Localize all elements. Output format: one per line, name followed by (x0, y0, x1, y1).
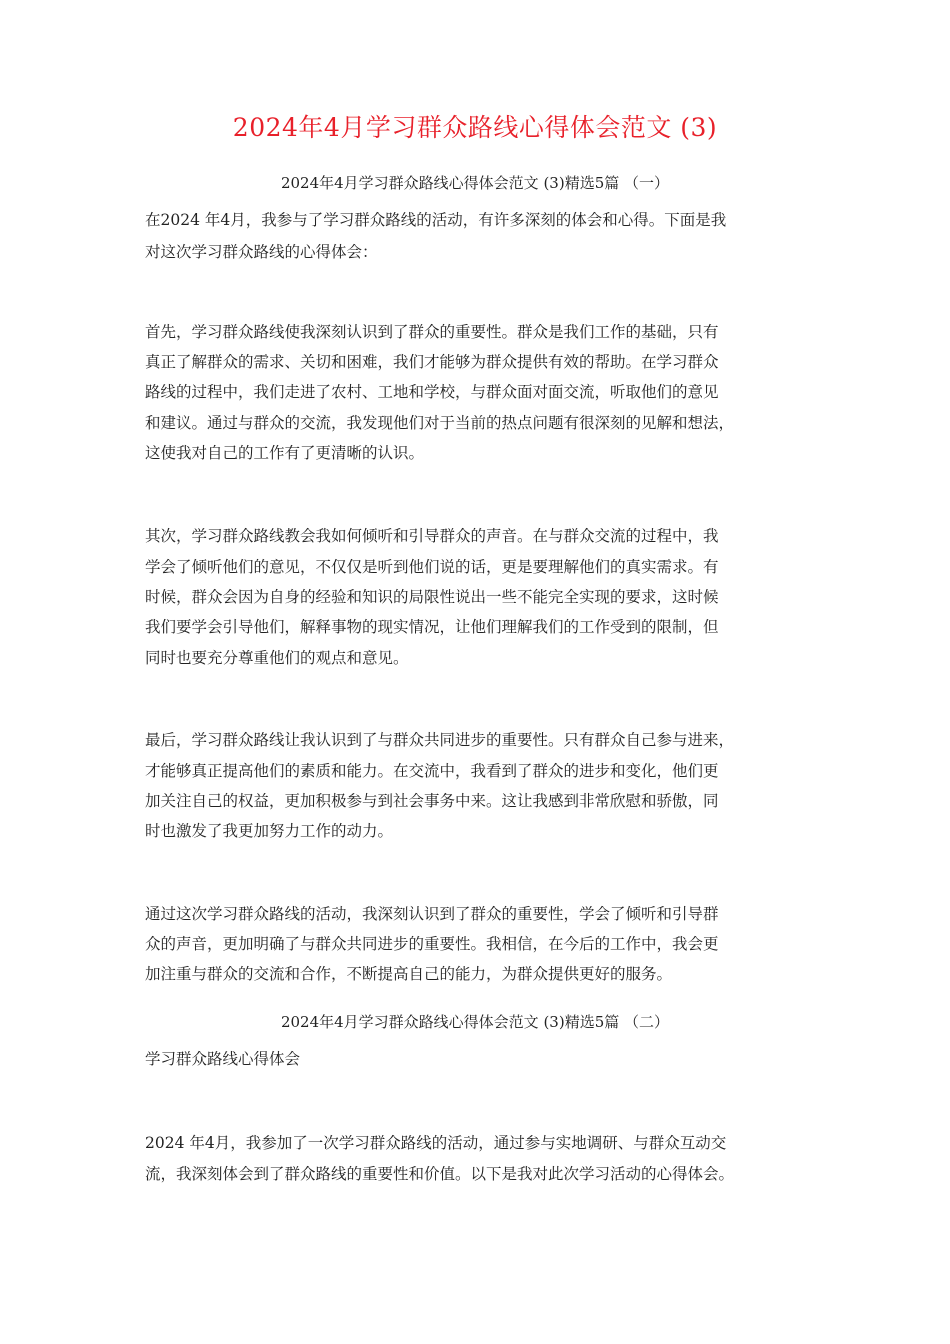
document-title: 2024年4月学习群众路线心得体会范文 (3) (232, 113, 718, 142)
para2-line-1: 其次，学习群众路线教会我如何倾听和引导群众的声音。在与群众交流的过程中，我 (145, 527, 719, 545)
intro-line-2: 对这次学习群众路线的心得体会： (145, 243, 378, 261)
para4-line-1: 通过这次学习群众路线的活动，我深刻认识到了群众的重要性，学会了倾听和引导群 (145, 905, 719, 923)
para2-line-5: 同时也要充分尊重他们的观点和意见。 (145, 649, 409, 667)
para2-line-2: 学会了倾听他们的意见，不仅仅是听到他们说的话，更是要理解他们的真实需求。有 (145, 558, 719, 576)
para5-line-2: 流，我深刻体会到了群众路线的重要性和价值。以下是我对此次学习活动的心得体会。 (145, 1165, 735, 1183)
section-1-heading: 2024年4月学习群众路线心得体会范文 (3)精选5篇 （一） (280, 174, 670, 192)
para1-line-3: 路线的过程中，我们走进了农村、工地和学校，与群众面对面交流，听取他们的意见 (145, 383, 719, 401)
para1-line-2: 真正了解群众的需求、关切和困难，我们才能够为群众提供有效的帮助。在学习群众 (145, 353, 719, 371)
para1-line-5: 这使我对自己的工作有了更清晰的认识。 (145, 444, 425, 462)
para5-line-1: 2024 年4月，我参加了一次学习群众路线的活动，通过参与实地调研、与群众互动交 (145, 1134, 727, 1152)
para2-line-4: 我们要学会引导他们，解释事物的现实情况，让他们理解我们的工作受到的限制，但 (145, 618, 719, 636)
para4-line-2: 众的声音，更加明确了与群众共同进步的重要性。我相信，在今后的工作中，我会更 (145, 935, 719, 953)
para3-line-4: 时也激发了我更加努力工作的动力。 (145, 822, 394, 840)
para1-line-1: 首先，学习群众路线使我深刻认识到了群众的重要性。群众是我们工作的基础，只有 (145, 323, 719, 341)
para3-line-3: 加关注自己的权益，更加积极参与到社会事务中来。这让我感到非常欣慰和骄傲，同 (145, 792, 719, 810)
section-2-heading: 2024年4月学习群众路线心得体会范文 (3)精选5篇 （二） (280, 1013, 670, 1031)
para3-line-2: 才能够真正提高他们的素质和能力。在交流中，我看到了群众的进步和变化，他们更 (145, 762, 719, 780)
para1-line-4: 和建议。通过与群众的交流，我发现他们对于当前的热点问题有很深刻的见解和想法， (145, 414, 735, 432)
para4-line-3: 加注重与群众的交流和合作，不断提高自己的能力，为群众提供更好的服务。 (145, 965, 673, 983)
para3-line-1: 最后，学习群众路线让我认识到了与群众共同进步的重要性。只有群众自己参与进来， (145, 731, 735, 749)
intro-line-1: 在2024 年4月，我参与了学习群众路线的活动，有许多深刻的体会和心得。下面是我 (145, 211, 727, 229)
section-2-subtitle: 学习群众路线心得体会 (145, 1050, 301, 1068)
para2-line-3: 时候，群众会因为自身的经验和知识的局限性说出一些不能完全实现的要求，这时候 (145, 588, 719, 606)
